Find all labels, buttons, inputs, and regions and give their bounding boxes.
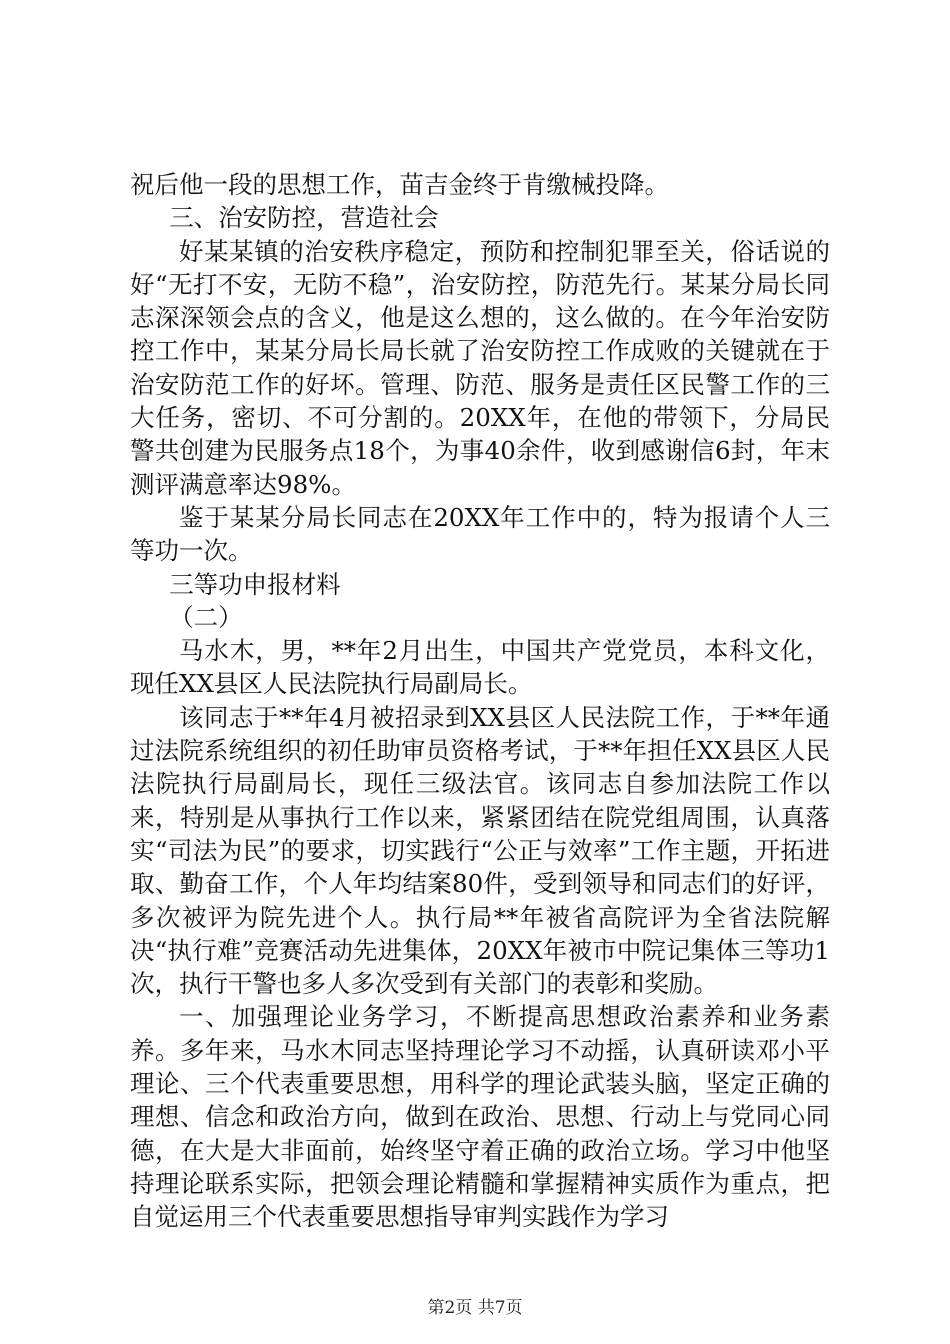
paragraph-profile: 马水木，男，**年2月出生，中国共产党党员，本科文化，现任XX县区人民法院执行局副局长。	[130, 636, 830, 699]
paragraph-award-request: 鉴于某某分局长同志在20XX年工作中的，特为报请个人三等功一次。	[130, 502, 830, 566]
paragraph-study: 一、加强理论业务学习，不断提高思想政治素养和业务素养。多年来，马水木同志坚持理论学习不动摇，认真研读邓小平理论、三个代表重要思想，用科学的理论武装头脑，坚定正确的理想、信念和政治方向，做到在政治、思想、行动上与党同心同德，在大是大非面前，始终坚守着正确的政治立场。学习中他坚持理论联系实际，把领会理论精髓和掌握精神实质作为重点，把自觉运用三个代表重要思想指导审判实践作为学习	[130, 1002, 830, 1232]
paragraph-security: 好某某镇的治安秩序稳定，预防和控制犯罪至关，俗话说的好“无打不安，无防不稳”，治安防控，防范先行。某某分局长同志深深领会点的含义，他是这么想的，这么做的。在今年治安防控工作中，某某分局长局长就了治安防控工作成败的关键就在于治安防范工作的好坏。管理、防范、服务是责任区民警工作的三大任务，密切、不可分割的。20XX年，在他的带领下，分局民警共创建为民服务点18个，为事40余件，收到感谢信6封，年末测评满意率达98%。	[130, 236, 830, 499]
material-title: 三等功申报材料	[169, 569, 341, 599]
paragraph-career: 该同志于**年4月被招录到XX县区人民法院工作，于**年通过法院系统组织的初任助审员资格考试，于**年担任XX县区人民法院执行局副局长，现任三级法官。该同志自参加法院工作以来，特别是从事执行工作以来，紧紧团结在院党组周围，认真落实“司法为民”的要求，切实践行“公正与效率”工作主题，开拓进取、勤奋工作，个人年均结案80件，受到领导和同志们的好评，多次被评为院先进个人。执行局**年被省高院评为全省法院解决“执行难”竞赛活动先进集体，20XX年被市中院记集体三等功1次，执行干警也多人多次受到有关部门的表彰和奖励。	[130, 702, 830, 999]
section-heading-3: 三、治安防控，营造社会	[169, 203, 439, 233]
material-number: （二）	[169, 602, 243, 632]
paragraph-continuation: 祝后他一段的思想工作，苗吉金终于肯缴械投降。	[130, 170, 669, 199]
document-body	[130, 168, 830, 1234]
page-number: 第2页 共7页	[427, 1298, 523, 1318]
